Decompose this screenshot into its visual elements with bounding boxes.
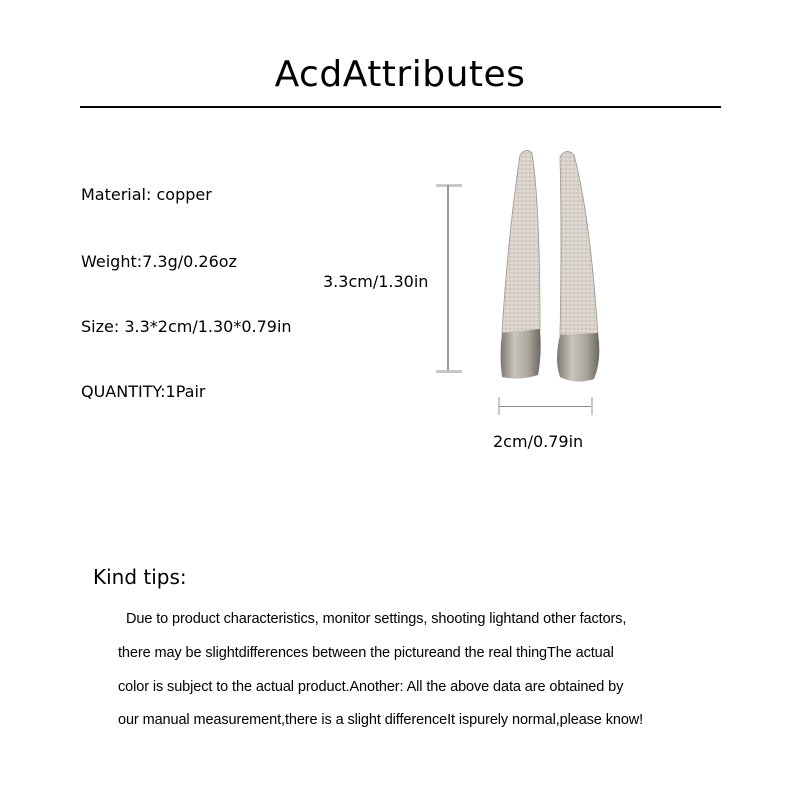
tip-line: our manual measurement,there is a slight differenceIt ispurely normal,please know!	[118, 712, 644, 728]
height-dimension-cap-top	[436, 184, 462, 187]
tip-line: there may be slightdifferences between the pictureand the real thingThe actual	[118, 645, 614, 661]
height-dimension-line	[447, 185, 449, 371]
earring-right	[557, 151, 599, 381]
attribute-size: Size: 3.3*2cm/1.30*0.79in	[81, 317, 292, 336]
height-dimension-cap-bottom	[436, 370, 462, 373]
attribute-weight: Weight:7.3g/0.26oz	[81, 252, 237, 271]
attribute-material: Material: copper	[81, 185, 212, 204]
width-dimension-cap-right	[591, 397, 593, 415]
tips-heading: Kind tips:	[93, 565, 187, 589]
title-divider	[80, 106, 721, 108]
earring-left	[501, 150, 541, 378]
tip-line: color is subject to the actual product.Another: All the above data are obtained by	[118, 679, 624, 695]
earrings-product-image	[490, 145, 610, 385]
attribute-quantity: QUANTITY:1Pair	[81, 382, 206, 401]
tip-line: Due to product characteristics, monitor settings, shooting lightand other factors,	[126, 611, 627, 627]
width-dimension-label: 2cm/0.79in	[493, 432, 584, 451]
height-dimension-label: 3.3cm/1.30in	[323, 272, 429, 291]
width-dimension-line	[499, 406, 593, 407]
page-title: AcdAttributes	[274, 54, 526, 95]
